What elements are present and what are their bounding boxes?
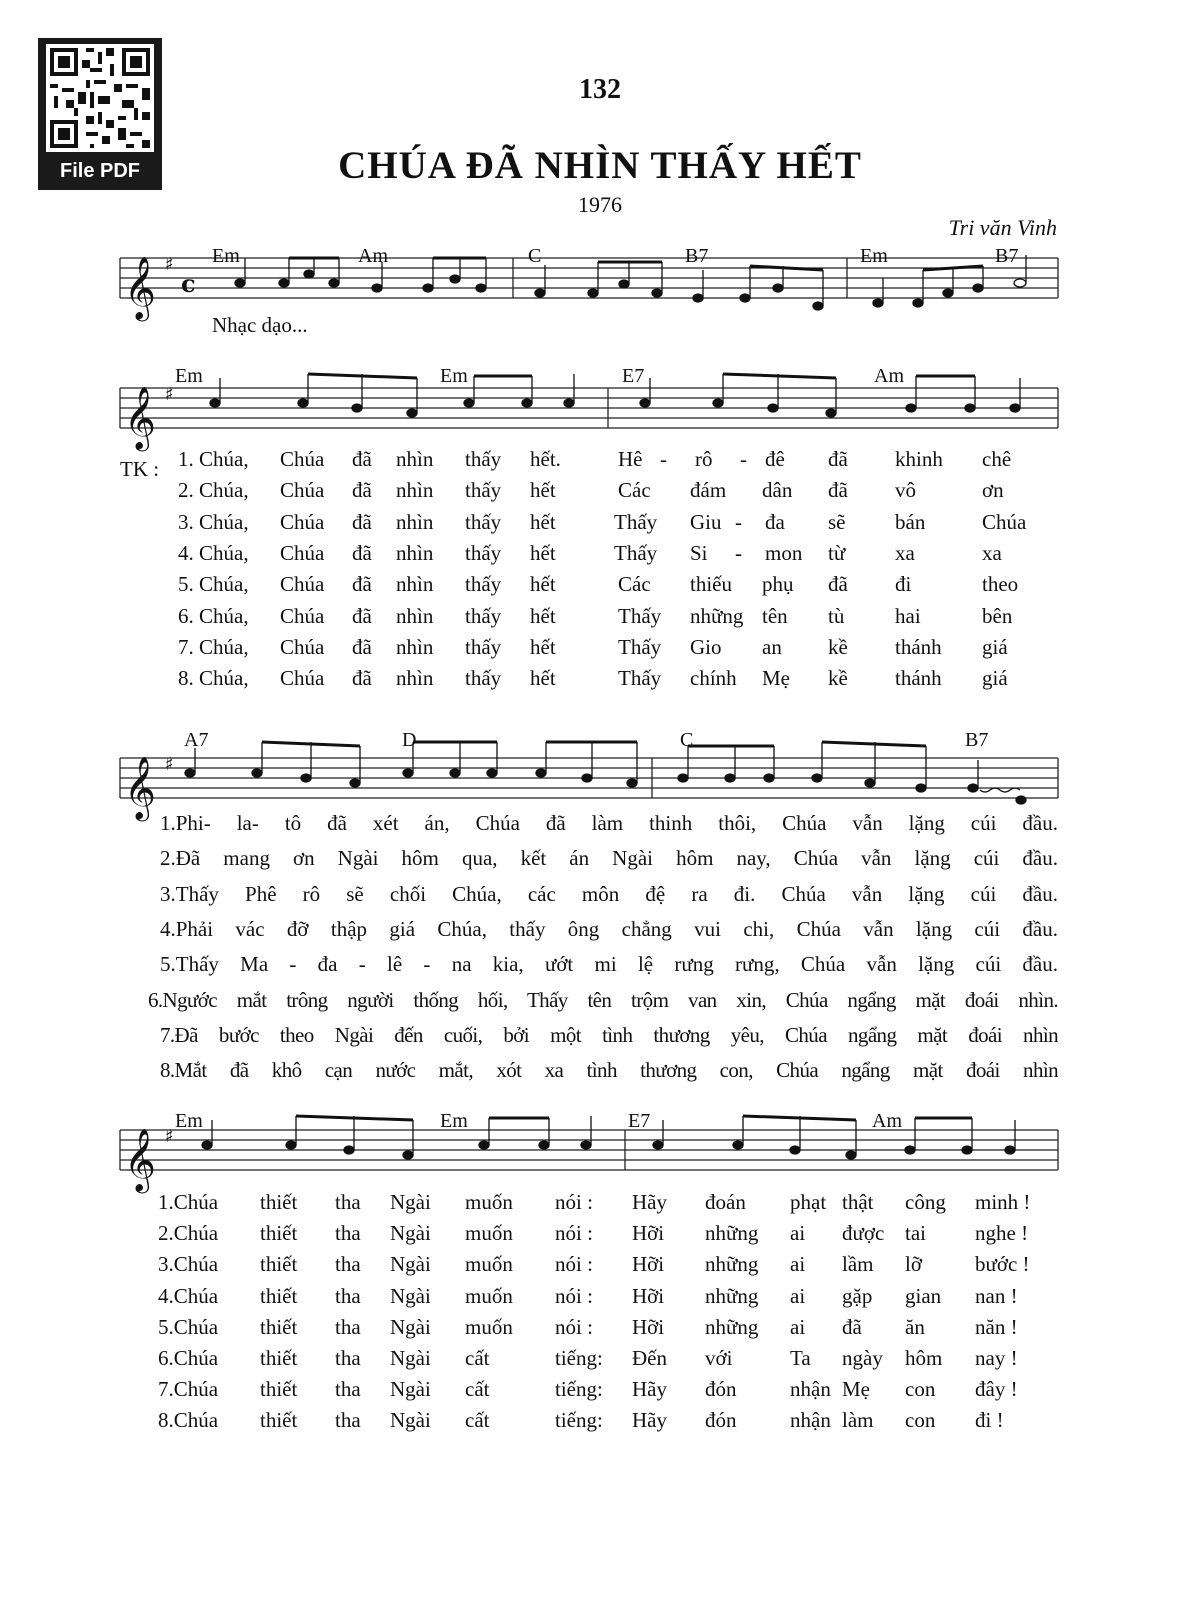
lyric-word: ơn xyxy=(982,478,1004,503)
lyric-word: nói : xyxy=(555,1221,593,1246)
lyric-word: Thấy xyxy=(618,603,662,628)
lyric-word: 8. Chúa, xyxy=(178,666,249,691)
lyric-word: tha xyxy=(335,1408,361,1433)
lyric-line xyxy=(0,1252,1200,1282)
lyric-word: Giu xyxy=(690,509,722,534)
lyric-word: 1. Chúa, xyxy=(178,447,249,471)
lyric-word: đã xyxy=(842,1314,862,1339)
lyric-word: nhìn xyxy=(396,634,434,659)
chord-label: C xyxy=(528,245,542,267)
lyric-line xyxy=(0,1190,1200,1220)
treble-clef-icon: 𝄞 xyxy=(124,386,156,449)
lyric-word: Hãy xyxy=(632,1408,667,1433)
lyric-word: năn ! xyxy=(975,1314,1018,1339)
lyric-word: hôm xyxy=(905,1346,943,1370)
lyric-word: Chúa xyxy=(280,666,325,691)
lyric-word: những xyxy=(705,1283,759,1308)
lyric-word: minh ! xyxy=(975,1190,1031,1214)
chord-label: D xyxy=(402,729,417,751)
chord-label: Em xyxy=(175,365,203,387)
lyric-word: mon xyxy=(765,540,803,565)
lyric-word: thấy xyxy=(465,540,502,565)
lyric-word: giá xyxy=(982,666,1008,691)
lyric-word: nhìn xyxy=(396,603,434,628)
lyric-word: tha xyxy=(335,1314,361,1339)
lyric-word: Ngài xyxy=(390,1346,431,1370)
lyric-line xyxy=(0,447,1200,477)
composer: Tri văn Vinh xyxy=(948,215,1057,240)
chord-label: Am xyxy=(872,1110,902,1132)
notes-system-1 xyxy=(235,255,1026,310)
lyric-word: thiết xyxy=(260,1408,298,1433)
lyric-word: Hỡi xyxy=(632,1314,665,1339)
lyric-word: kề xyxy=(828,666,848,691)
lyric-word: đã xyxy=(828,447,848,471)
lyric-word: muốn xyxy=(465,1221,513,1246)
lyric-word: công xyxy=(905,1190,946,1214)
lyric-word: đã xyxy=(352,447,372,471)
lyric-word: Hê xyxy=(618,447,643,471)
lyric-word: - xyxy=(735,509,742,534)
lyric-word: thấy xyxy=(465,447,502,471)
lyric-word: Chúa xyxy=(280,634,325,659)
lyric-word: xa xyxy=(895,540,915,565)
lyric-word: Đến xyxy=(632,1346,667,1370)
lyric-word: hết. xyxy=(530,447,561,471)
lyric-word: Si xyxy=(690,540,708,565)
lyric-word: Thấy xyxy=(614,540,658,565)
lyric-line xyxy=(0,1221,1200,1251)
tk-label: TK : xyxy=(120,457,160,481)
lyric-word: - xyxy=(740,447,747,471)
lyric-word: 2. Chúa, xyxy=(178,478,249,503)
lyric-word: thánh xyxy=(895,634,942,659)
lyric-word: những xyxy=(705,1252,759,1277)
sharp-icon: ♯ xyxy=(165,384,174,405)
lyric-word: 3. Chúa, xyxy=(178,509,249,534)
lyric-word: muốn xyxy=(465,1314,513,1339)
lyric-word: tên xyxy=(762,603,788,628)
lyric-word: từ xyxy=(828,540,846,565)
lyric-word: cất xyxy=(465,1346,490,1370)
lyric-word: tiếng: xyxy=(555,1408,603,1433)
lyric-line xyxy=(0,1377,1200,1407)
lyric-word: thiết xyxy=(260,1314,298,1339)
lyric-word: hết xyxy=(530,634,556,659)
lyric-word: 6.Chúa xyxy=(158,1346,219,1370)
lyric-word: đón xyxy=(705,1408,737,1433)
chord-label: B7 xyxy=(965,729,989,751)
lyric-line xyxy=(0,510,1200,540)
lyric-word: Chúa xyxy=(280,509,325,534)
lyric-word: Hỡi xyxy=(632,1252,665,1277)
lyric-word: nhận xyxy=(790,1408,831,1433)
lyric-word: thấy xyxy=(465,603,502,628)
lyric-word: đê xyxy=(765,447,785,471)
lyric-word: đoán xyxy=(705,1190,746,1214)
song-number: 132 xyxy=(579,74,621,105)
lyric-word: lỡ xyxy=(905,1252,922,1277)
lyric-word: nói : xyxy=(555,1252,593,1277)
lyric-word: 2.Chúa xyxy=(158,1221,219,1246)
treble-clef-icon: 𝄞 xyxy=(124,756,156,819)
lyric-word: đón xyxy=(705,1377,737,1402)
lyric-word: tai xyxy=(905,1221,926,1246)
lyric-word: Mẹ xyxy=(762,666,790,691)
lyric-line xyxy=(0,666,1200,696)
lyric-word: giá xyxy=(982,634,1008,659)
lyric-word: ăn xyxy=(905,1314,925,1339)
notes-system-3 xyxy=(185,742,1026,804)
chord-label: B7 xyxy=(995,245,1019,267)
lyric-word: Các xyxy=(618,572,651,597)
lyric-word: tù xyxy=(828,603,845,628)
lyric-word: Ngài xyxy=(390,1408,431,1433)
treble-clef-icon: 𝄞 xyxy=(124,1128,156,1191)
lyric-word: - xyxy=(735,540,742,565)
chord-label: Am xyxy=(874,365,904,387)
lyric-word: khinh xyxy=(895,447,943,471)
lyric-word: Chúa xyxy=(982,509,1027,534)
chord-label: A7 xyxy=(184,729,209,751)
lyric-word: đã xyxy=(352,509,372,534)
lyric-word: dân xyxy=(762,478,793,503)
lyric-word: rô xyxy=(695,447,713,471)
chord-label: E7 xyxy=(628,1110,651,1132)
lyric-word: muốn xyxy=(465,1190,513,1214)
lyric-word: hết xyxy=(530,478,556,503)
lyric-word: nói : xyxy=(555,1190,593,1214)
lyric-word: hết xyxy=(530,603,556,628)
lyric-word: 5. Chúa, xyxy=(178,572,249,597)
lyric-word: nhìn xyxy=(396,540,434,565)
lyric-word: Hãy xyxy=(632,1190,667,1214)
song-year: 1976 xyxy=(578,192,622,217)
treble-clef-icon: 𝄞 xyxy=(124,256,156,319)
lyric-line xyxy=(0,1408,1200,1438)
lyric-word: đã xyxy=(828,572,848,597)
lyric-word: Gio xyxy=(690,634,722,659)
lyric-word: Thấy xyxy=(618,666,662,691)
lyric-line: 8.Mắt đã khô cạn nước mắt, xót xa tình thương con, Chúa ngẩng mặt đoái nhìn xyxy=(160,1058,1058,1083)
chord-label: E7 xyxy=(622,365,645,387)
lyric-word: thấy xyxy=(465,478,502,503)
lyric-word: tiếng: xyxy=(555,1346,603,1370)
lyric-word: đã xyxy=(352,478,372,503)
chord-label: Em xyxy=(860,245,888,267)
lyric-word: thấy xyxy=(465,666,502,691)
lyric-word: những xyxy=(690,603,744,628)
lyric-word: thiết xyxy=(260,1346,298,1370)
lyric-word: bán xyxy=(895,509,926,534)
lyric-word: vô xyxy=(895,478,916,503)
lyric-word: đi ! xyxy=(975,1408,1004,1433)
lyric-word: thiết xyxy=(260,1377,298,1402)
sharp-icon: ♯ xyxy=(165,754,174,775)
intro-label: Nhạc dạo... xyxy=(212,313,308,337)
chord-label: Em xyxy=(440,1110,468,1132)
lyric-word: xa xyxy=(982,540,1002,565)
lyric-line: 4.Phải vác đỡ thập giá Chúa, thấy ông chẳng vui chi, Chúa vẫn lặng cúi đầu. xyxy=(160,916,1058,941)
lyric-word: gặp xyxy=(842,1283,873,1308)
lyric-word: Hãy xyxy=(632,1377,667,1402)
lyric-word: muốn xyxy=(465,1252,513,1277)
lyric-word: chê xyxy=(982,447,1012,471)
lyric-word: Chúa xyxy=(280,540,325,565)
lyric-word: Chúa xyxy=(280,447,325,471)
lyric-word: 7. Chúa, xyxy=(178,634,249,659)
lyric-word: muốn xyxy=(465,1283,513,1308)
lyric-word: ai xyxy=(790,1252,806,1277)
common-time-icon: c xyxy=(181,269,196,298)
lyric-word: an xyxy=(762,634,782,659)
lyric-word: đã xyxy=(352,634,372,659)
lyric-line xyxy=(0,604,1200,634)
lyric-word: thật xyxy=(842,1190,874,1214)
lyric-line xyxy=(0,1284,1200,1314)
lyric-word: nhìn xyxy=(396,509,434,534)
lyric-word: hết xyxy=(530,666,556,691)
lyric-line: 7.Đã bước theo Ngài đến cuối, bởi một tình thương yêu, Chúa ngẩng mặt đoái nhìn xyxy=(160,1022,1058,1047)
lyric-word: thiết xyxy=(260,1221,298,1246)
lyric-word: được xyxy=(842,1221,885,1246)
lyric-line: 6.Ngước mắt trông người thống hối, Thấy tên trộm van xin, Chúa ngẩng mặt đoái nhìn. xyxy=(148,987,1058,1012)
lyric-word: hết xyxy=(530,509,556,534)
lyric-word: Ngài xyxy=(390,1252,431,1277)
chord-label: Em xyxy=(175,1110,203,1132)
lyric-word: 3.Chúa xyxy=(158,1252,219,1277)
lyric-word: tiếng: xyxy=(555,1377,603,1402)
lyric-word: những xyxy=(705,1221,759,1246)
lyric-word: sẽ xyxy=(828,509,846,534)
lyric-word: thấy xyxy=(465,509,502,534)
lyric-word: chính xyxy=(690,666,737,691)
chord-label: Em xyxy=(212,245,240,267)
lyric-word: theo xyxy=(982,572,1019,597)
sharp-icon: ♯ xyxy=(165,254,174,275)
lyric-word: nhìn xyxy=(396,447,434,471)
lyric-word: đa xyxy=(765,509,785,534)
lyric-word: nghe ! xyxy=(975,1221,1029,1246)
lyric-word: ai xyxy=(790,1221,806,1246)
lyric-word: Ngài xyxy=(390,1221,431,1246)
lyric-word: ai xyxy=(790,1314,806,1339)
lyric-word: bên xyxy=(982,603,1013,628)
lyric-word: tha xyxy=(335,1377,361,1402)
chord-label: Am xyxy=(358,245,388,267)
lyric-word: 7.Chúa xyxy=(158,1377,219,1402)
lyric-line: 2.Đã mang ơn Ngài hôm qua, kết án Ngài hôm nay, Chúa vẫn lặng cúi đầu. xyxy=(160,846,1058,871)
lyric-word: tha xyxy=(335,1252,361,1277)
lyric-word: đã xyxy=(828,478,848,503)
lyric-word: với xyxy=(705,1346,733,1370)
song-title: CHÚA ĐÃ NHÌN THẤY HẾT xyxy=(338,144,862,187)
lyric-word: nói : xyxy=(555,1314,593,1339)
lyric-word: thiết xyxy=(260,1252,298,1277)
lyric-word: con xyxy=(905,1377,936,1402)
lyric-line xyxy=(0,572,1200,602)
lyric-line: 1.Phi- la- tô đã xét án, Chúa đã làm thinh thôi, Chúa vẫn lặng cúi đầu. xyxy=(160,811,1058,835)
lyric-word: tha xyxy=(335,1283,361,1308)
lyric-word: 6. Chúa, xyxy=(178,603,249,628)
lyric-word: bước ! xyxy=(975,1252,1030,1277)
lyric-word: thánh xyxy=(895,666,942,691)
lyric-line: 5.Thấy Ma - đa - lê - na kia, ướt mi lệ rưng rưng, Chúa vẫn lặng cúi đầu. xyxy=(160,952,1058,977)
chord-label: C xyxy=(680,729,694,751)
lyric-word: hết xyxy=(530,572,556,597)
lyric-word: tha xyxy=(335,1190,361,1214)
lyric-word: Các xyxy=(618,478,651,503)
lyric-word: phạt xyxy=(790,1190,827,1214)
lyric-word: đã xyxy=(352,666,372,691)
lyric-word: Hỡi xyxy=(632,1283,665,1308)
lyric-word: 8.Chúa xyxy=(158,1408,219,1433)
staff-system-2 xyxy=(120,388,1058,428)
lyric-word: nhìn xyxy=(396,666,434,691)
qr-label: File PDF xyxy=(59,160,140,182)
lyric-word: tha xyxy=(335,1346,361,1370)
lyric-word: 4. Chúa, xyxy=(178,540,249,565)
lyric-word: nay ! xyxy=(975,1346,1018,1370)
lyric-word: đám xyxy=(690,478,727,503)
lyric-word: những xyxy=(705,1314,759,1339)
lyric-word: ai xyxy=(790,1283,806,1308)
lyric-word: 4.Chúa xyxy=(158,1283,219,1308)
lyric-line xyxy=(0,1315,1200,1345)
chord-label: B7 xyxy=(685,245,709,267)
lyric-word: Chúa xyxy=(280,603,325,628)
lyric-word: thấy xyxy=(465,634,502,659)
lyric-word: gian xyxy=(905,1283,942,1308)
lyric-line xyxy=(0,1346,1200,1376)
lyric-word: nhận xyxy=(790,1377,831,1402)
lyric-line xyxy=(0,541,1200,571)
lyric-word: ngày xyxy=(842,1346,883,1370)
lyric-word: thấy xyxy=(465,572,502,597)
lyric-word: nan ! xyxy=(975,1283,1018,1308)
lyric-word: Thấy xyxy=(618,634,662,659)
lyric-word: Ngài xyxy=(390,1190,431,1214)
chord-label: Em xyxy=(440,365,468,387)
sharp-icon: ♯ xyxy=(165,1126,174,1147)
staff-system-4 xyxy=(120,1130,1058,1170)
lyric-word: làm xyxy=(842,1408,874,1433)
lyric-word: đã xyxy=(352,540,372,565)
lyric-word: con xyxy=(905,1408,936,1433)
lyric-word: đã xyxy=(352,572,372,597)
lyric-line: 3.Thấy Phê rô sẽ chối Chúa, các môn đệ ra đi. Chúa vẫn lặng cúi đầu. xyxy=(160,881,1058,906)
lyric-word: hết xyxy=(530,540,556,565)
lyric-word: kề xyxy=(828,634,848,659)
lyric-word: Thấy xyxy=(614,509,658,534)
lyric-word: cất xyxy=(465,1377,490,1402)
lyric-word: đi xyxy=(895,572,912,597)
lyric-word: đã xyxy=(352,603,372,628)
lyric-word: Ngài xyxy=(390,1283,431,1308)
lyric-word: phụ xyxy=(762,572,794,597)
lyric-word: Hỡi xyxy=(632,1221,665,1246)
lyric-word: thiết xyxy=(260,1190,298,1214)
lyric-word: Chúa xyxy=(280,478,325,503)
lyric-word: nói : xyxy=(555,1283,593,1308)
lyric-word: lầm xyxy=(842,1252,874,1277)
lyric-word: Ngài xyxy=(390,1377,431,1402)
lyric-word: tha xyxy=(335,1221,361,1246)
lyric-word: nhìn xyxy=(396,572,434,597)
lyric-word: thiếu xyxy=(690,572,732,597)
lyric-word: Mẹ xyxy=(842,1377,870,1402)
lyric-word: Ta xyxy=(790,1346,811,1370)
lyric-word: - xyxy=(660,447,667,471)
lyric-word: nhìn xyxy=(396,478,434,503)
lyric-line xyxy=(0,635,1200,665)
lyric-word: 1.Chúa xyxy=(158,1190,219,1214)
lyric-word: 5.Chúa xyxy=(158,1314,219,1339)
lyric-word: thiết xyxy=(260,1283,298,1308)
lyric-word: cất xyxy=(465,1408,490,1433)
lyric-word: đây ! xyxy=(975,1377,1018,1402)
lyric-word: Ngài xyxy=(390,1314,431,1339)
lyric-word: Chúa xyxy=(280,572,325,597)
lyric-line xyxy=(0,478,1200,508)
lyric-word: hai xyxy=(895,603,921,628)
